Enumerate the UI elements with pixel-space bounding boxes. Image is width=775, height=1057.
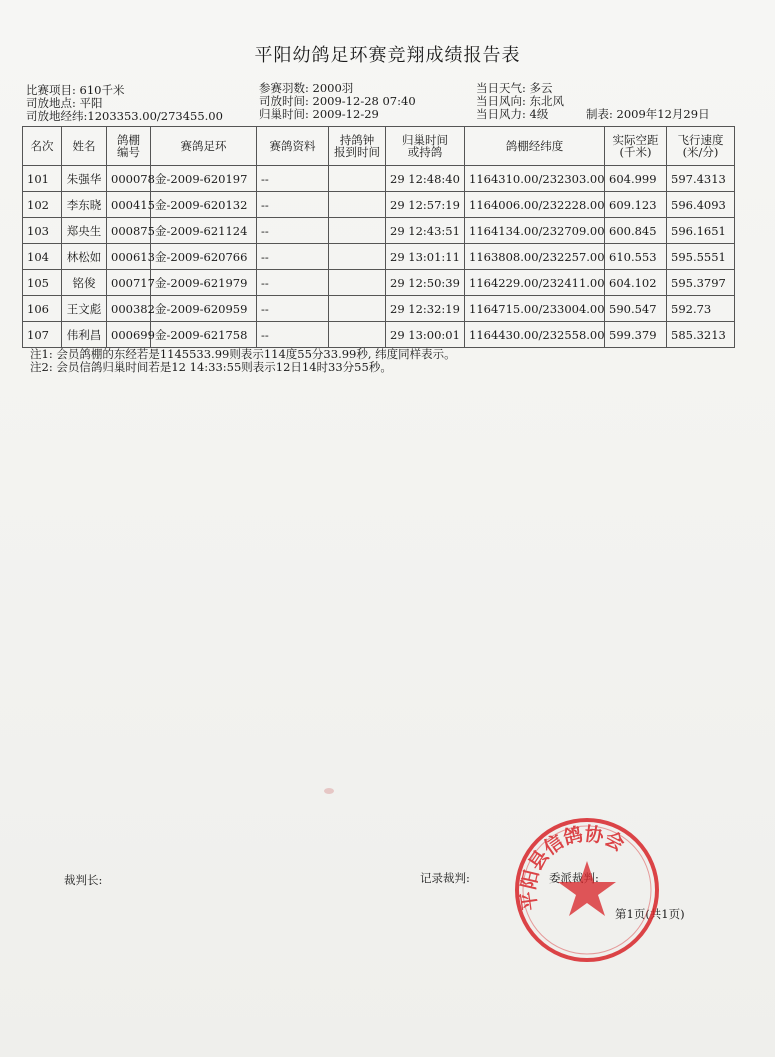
column-header (23, 127, 62, 166)
table-cell: 伟利昌 (62, 322, 107, 348)
made-date: 制表: 2009年12月29日 (586, 107, 710, 121)
header-line: 实际空距 (612, 133, 659, 147)
table-cell: 000875 (107, 218, 151, 244)
table-cell: 592.73 (667, 296, 735, 322)
table-cell: -- (257, 270, 329, 296)
table-cell: 604.999 (605, 166, 667, 192)
table-cell: 106 (23, 296, 62, 322)
column-header (465, 127, 605, 166)
table-row (23, 166, 735, 192)
chief-judge-label: 裁判长: (64, 873, 103, 887)
table-row (23, 296, 735, 322)
table-cell: 29 12:48:40 (386, 166, 465, 192)
header-line: (米/分) (682, 145, 719, 159)
table-cell: 1164430.00/232558.00 (465, 322, 605, 348)
release-place: 司放地点: 平阳 (26, 96, 103, 110)
table-cell: 李东晓 (62, 192, 107, 218)
table-cell: 1164310.00/232303.00 (465, 166, 605, 192)
notes (30, 348, 456, 374)
table-cell (329, 296, 386, 322)
column-header (107, 127, 151, 166)
table-cell: 1164134.00/232709.00 (465, 218, 605, 244)
table-cell: 597.4313 (667, 166, 735, 192)
table-cell: -- (257, 166, 329, 192)
header-line: 或持鸽 (407, 145, 443, 159)
info-col-left (26, 84, 223, 123)
header-line: 飞行速度 (677, 133, 724, 147)
assigned-judge-label: 委派裁判: (549, 871, 599, 885)
table-cell: 595.3797 (667, 270, 735, 296)
page-number: 第1页(共1页) (615, 907, 685, 921)
column-header (151, 127, 257, 166)
table-cell: 000078 (107, 166, 151, 192)
wind-force: 当日风力: 4级 (476, 107, 549, 121)
table-cell (329, 270, 386, 296)
table-cell: 105 (23, 270, 62, 296)
header-line: 赛鸽足环 (180, 139, 227, 153)
table-cell: 1164229.00/232411.00 (465, 270, 605, 296)
svg-text:平阳县信鸽协会: 平阳县信鸽协会 (517, 823, 628, 912)
table-cell (329, 244, 386, 270)
participants: 参赛羽数: 2000羽 (259, 81, 354, 95)
table-cell: 1164715.00/233004.00 (465, 296, 605, 322)
table-cell (329, 322, 386, 348)
table-header-row (23, 127, 735, 166)
table-cell: 000613 (107, 244, 151, 270)
table-cell: 1163808.00/232257.00 (465, 244, 605, 270)
table-cell: 103 (23, 218, 62, 244)
table-cell: -- (257, 192, 329, 218)
release-time: 司放时间: 2009-12-28 07:40 (259, 94, 416, 108)
paper-speck (324, 788, 334, 794)
table-cell: 610.553 (605, 244, 667, 270)
header-line: 持鸽钟 (339, 133, 375, 147)
table-cell: 107 (23, 322, 62, 348)
table-cell: 599.379 (605, 322, 667, 348)
race-item: 比赛项目: 610千米 (26, 83, 125, 97)
table-cell: -- (257, 218, 329, 244)
table-cell: 609.123 (605, 192, 667, 218)
table-cell: 29 13:00:01 (386, 322, 465, 348)
table-cell: 金-2009-620766 (151, 244, 257, 270)
wind-direction: 当日风向: 东北风 (476, 94, 565, 108)
table-cell: 101 (23, 166, 62, 192)
header-line: 名次 (30, 139, 54, 153)
table-cell: 102 (23, 192, 62, 218)
table-cell: 596.4093 (667, 192, 735, 218)
table-row (23, 218, 735, 244)
table-cell: 585.3213 (667, 322, 735, 348)
column-header (62, 127, 107, 166)
header-line: 姓名 (72, 139, 96, 153)
header-line: (千米) (619, 145, 652, 159)
table-cell: 29 12:32:19 (386, 296, 465, 322)
header-line: 归巢时间 (402, 133, 448, 147)
table-cell: 000382 (107, 296, 151, 322)
header-line: 鸽棚经纬度 (505, 139, 564, 153)
table-row (23, 192, 735, 218)
table-cell: 596.1651 (667, 218, 735, 244)
header-line: 报到时间 (334, 145, 380, 159)
release-coords: 司放地经纬:1203353.00/273455.00 (26, 109, 223, 123)
table-cell: -- (257, 296, 329, 322)
record-judge-label: 记录裁判: (420, 871, 470, 885)
association-seal (512, 815, 662, 965)
table-cell: 595.5551 (667, 244, 735, 270)
table-row (23, 244, 735, 270)
table-cell: 金-2009-621979 (151, 270, 257, 296)
header-line: 编号 (117, 145, 140, 159)
table-cell: 29 12:43:51 (386, 218, 465, 244)
table-cell: 604.102 (605, 270, 667, 296)
note-1: 注1: 会员鸽棚的东经若是1145533.99则表示114度55分33.99秒, 纬度同样表示。 (30, 347, 456, 361)
column-header (386, 127, 465, 166)
table-cell: 600.845 (605, 218, 667, 244)
table-cell (329, 166, 386, 192)
table-cell (329, 192, 386, 218)
weather: 当日天气: 多云 (476, 81, 553, 95)
table-row (23, 270, 735, 296)
table-row (23, 322, 735, 348)
table-cell: 郑央生 (62, 218, 107, 244)
table-cell: -- (257, 322, 329, 348)
table-cell: 朱强华 (62, 166, 107, 192)
info-col-right (476, 82, 710, 121)
table-cell: 1164006.00/232228.00 (465, 192, 605, 218)
results-table (22, 126, 735, 348)
table-cell: 29 12:57:19 (386, 192, 465, 218)
table-cell: 29 13:01:11 (386, 244, 465, 270)
table-cell (329, 218, 386, 244)
table-cell: -- (257, 244, 329, 270)
table-cell: 000699 (107, 322, 151, 348)
table-cell: 590.547 (605, 296, 667, 322)
table-cell: 铭俊 (62, 270, 107, 296)
table-cell: 000415 (107, 192, 151, 218)
table-cell: 王文彪 (62, 296, 107, 322)
note-2: 注2: 会员信鸽归巢时间若是12 14:33:55则表示12日14时33分55秒。 (30, 360, 392, 374)
table-cell: 金-2009-621124 (151, 218, 257, 244)
table-cell: 000717 (107, 270, 151, 296)
header-line: 鸽棚 (117, 133, 140, 147)
table-cell: 104 (23, 244, 62, 270)
column-header (257, 127, 329, 166)
table-cell: 金-2009-621758 (151, 322, 257, 348)
table-body (23, 166, 735, 348)
table-cell: 29 12:50:39 (386, 270, 465, 296)
return-date: 归巢时间: 2009-12-29 (259, 107, 379, 121)
table-cell: 金-2009-620959 (151, 296, 257, 322)
table-cell: 林松如 (62, 244, 107, 270)
report-title: 平阳幼鸽足环赛竞翔成绩报告表 (254, 45, 521, 66)
info-col-mid (259, 82, 416, 121)
header-line: 赛鸽资料 (269, 139, 316, 153)
column-header (605, 127, 667, 166)
column-header (667, 127, 735, 166)
table-cell: 金-2009-620132 (151, 192, 257, 218)
table-cell: 金-2009-620197 (151, 166, 257, 192)
column-header (329, 127, 386, 166)
